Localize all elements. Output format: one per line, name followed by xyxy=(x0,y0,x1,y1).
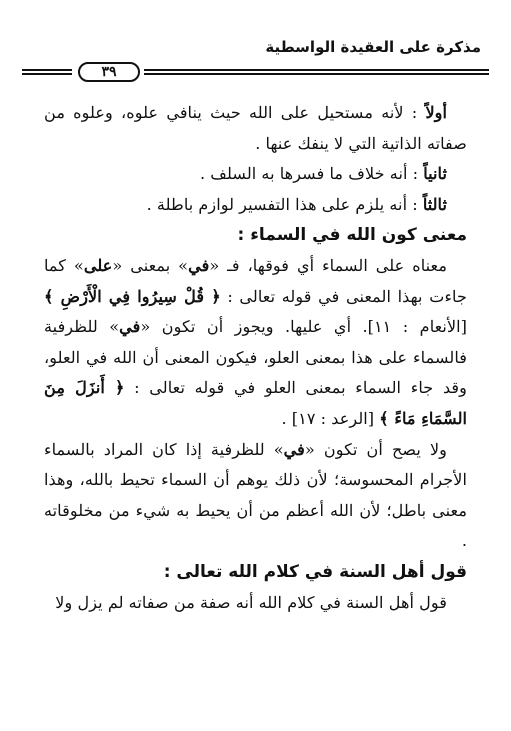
page-number: ٣٩ xyxy=(78,62,140,82)
text-run: » للظرفية إذا كان المراد بالسماء الأجرام المحسوسة؛ لأن ذلك يوهم أن السماء تحيط بالله، وهذا معنى باطل؛ لأن الله أعظم من أن يحيط به شيء من مخلوقاته . xyxy=(44,439,467,551)
emphasis-text: في xyxy=(283,439,305,459)
double-rule-left xyxy=(22,69,72,75)
paragraph xyxy=(44,588,467,619)
text-run: : لأنه مستحيل على الله حيث ينافي علوه، وعلوه من صفاته الذاتية التي لا ينفك عنها . xyxy=(44,103,467,153)
text-run: معناه على السماء أي فوقها، فـ « xyxy=(209,255,447,275)
text-run: » للظرفية فالسماء على هذا بمعنى العلو، فيكون المعنى أن الله في العلو، وقد جاء السماء بمعنى العلو في قوله تعالى : xyxy=(44,317,467,398)
double-rule-right xyxy=(144,69,489,75)
emphasis-text: في xyxy=(119,317,141,337)
emphasis-text: على xyxy=(83,255,113,275)
text-run: » كما جاءت بهذا المعنى في قوله تعالى : xyxy=(44,255,467,306)
page-header xyxy=(22,38,489,86)
emphasis-text: أولاً xyxy=(425,103,447,122)
section-heading: قول أهل السنة في كلام الله تعالى : xyxy=(163,561,467,582)
text-run: [الرعد : ١٧] . xyxy=(281,408,380,428)
paragraph xyxy=(44,251,467,435)
paragraph xyxy=(44,98,467,159)
book-title: مذكرة على العقيدة الواسطية xyxy=(265,38,481,56)
emphasis-text: ثالثاً xyxy=(422,194,447,214)
text-run: : أنه يلزم على هذا التفسير لوازم باطلة . xyxy=(146,194,423,214)
emphasis-text: ﴿ قُلْ سِيرُوا فِي الْأَرْضِ ﴾ xyxy=(44,286,221,306)
text-run: : أنه خلاف ما فسرها به السلف . xyxy=(199,164,424,184)
paragraph xyxy=(44,190,467,221)
text-run: قول أهل السنة في كلام الله أنه صفة من صفاته لم يزل ولا xyxy=(55,592,447,612)
emphasis-text: ثانياً xyxy=(423,164,447,184)
text-run: » بمعنى « xyxy=(112,255,189,275)
paragraph xyxy=(44,159,467,190)
emphasis-text: ﴿ أَنزَلَ مِنَ السَّمَاءِ مَاءً ﴾ xyxy=(44,378,467,428)
page-body xyxy=(44,98,467,713)
section-heading: معنى كون الله في السماء : xyxy=(237,225,467,246)
text-run: [الأنعام : ١١]. أي عليها. ويجوز أن تكون « xyxy=(140,317,467,337)
emphasis-text: في xyxy=(188,255,210,275)
header-rule xyxy=(22,62,489,82)
text-run: ولا يصح أن تكون « xyxy=(304,439,447,459)
paragraph xyxy=(44,435,467,557)
